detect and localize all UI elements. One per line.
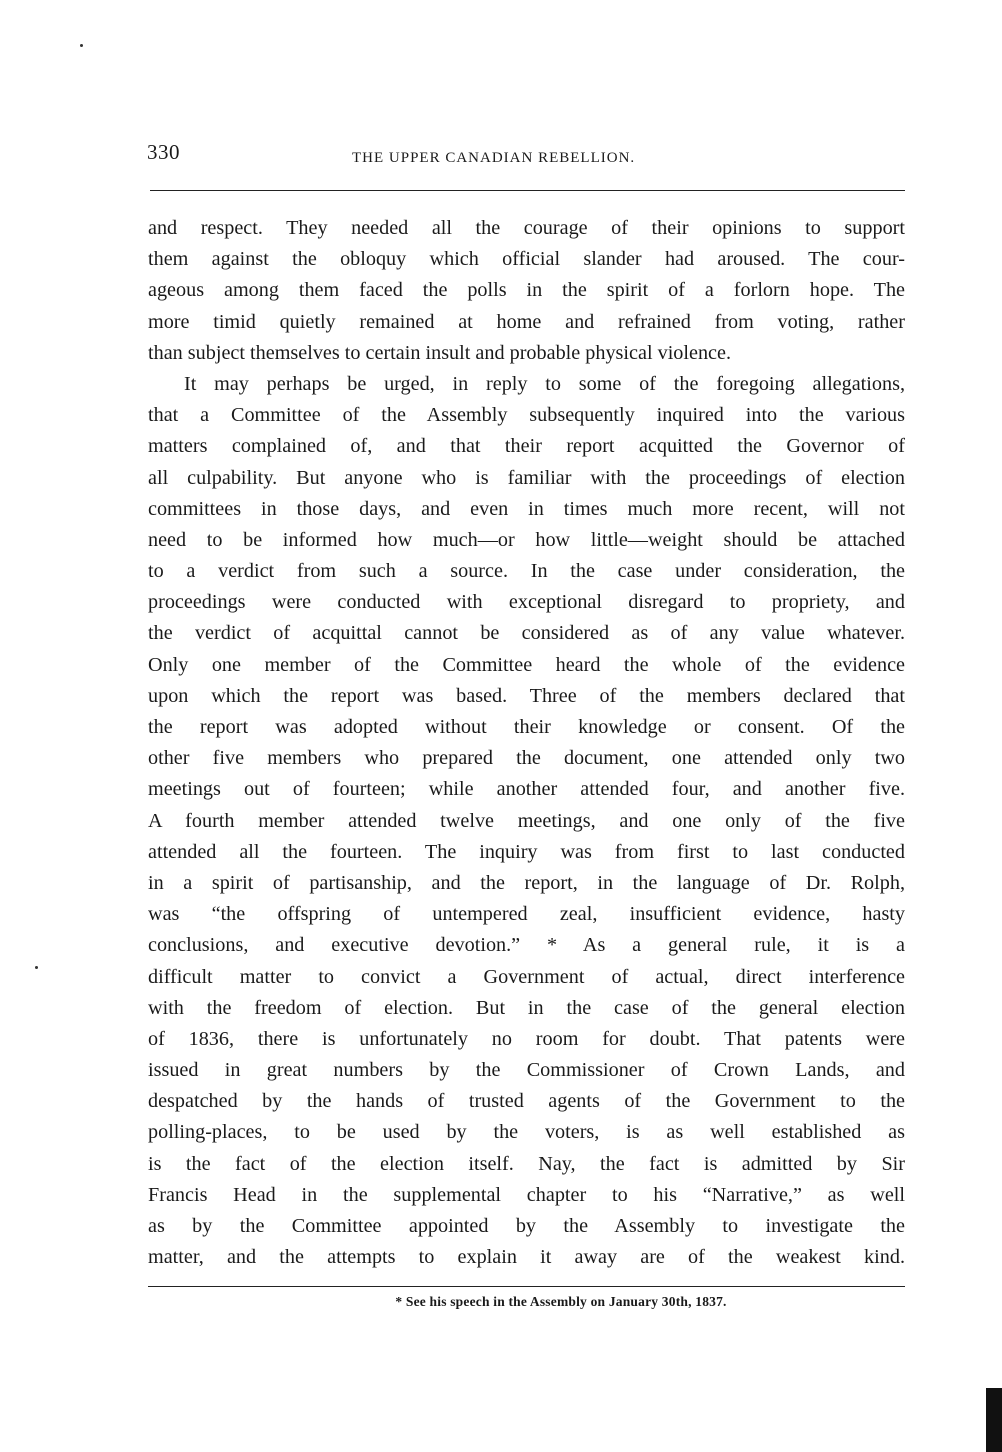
text-line: proceedings were conducted with exceptional disregard to propriety, and xyxy=(148,591,905,614)
text-line: with the freedom of election. But in the case of the general election xyxy=(148,996,905,1019)
text-line: and respect. They needed all the courage of their opinions to support xyxy=(148,217,905,239)
text-line: in a spirit of partisanship, and the report, in the language of Dr. Rolph, xyxy=(148,871,905,894)
text-line: Francis Head in the supplemental chapter to his “Narrative,” as well xyxy=(148,1183,905,1206)
text-line: the verdict of acquittal cannot be considered as of any value whatever. xyxy=(148,622,905,645)
text-line: of 1836, there is unfortunately no room for doubt. That patents were xyxy=(148,1027,905,1050)
text-line: matters complained of, and that their report acquitted the Governor of xyxy=(148,435,905,458)
text-line: difficult matter to convict a Government of actual, direct interference xyxy=(148,965,905,988)
text-line: A fourth member attended twelve meetings, and one only of the five xyxy=(148,809,905,832)
text-line: as by the Committee appointed by the Assembly to investigate the xyxy=(148,1215,905,1237)
text-line: meetings out of fourteen; while another attended four, and another five. xyxy=(148,778,905,801)
footnote xyxy=(0,1294,1002,1310)
text-line: the report was adopted without their knowledge or consent. Of the xyxy=(148,716,905,738)
page-header xyxy=(147,140,907,180)
text-line: other five members who prepared the document, one attended only two xyxy=(148,747,905,770)
text-line: Only one member of the Committee heard the whole of the evidence xyxy=(148,653,905,676)
body-text xyxy=(148,213,905,1273)
text-line: that a Committee of the Assembly subsequently inquired into the various xyxy=(148,404,905,427)
text-line: need to be informed how much—or how little—weight should be attached xyxy=(148,528,905,551)
scan-speck xyxy=(80,44,83,47)
text-line: It may perhaps be urged, in reply to some of the foregoing allegations, xyxy=(184,372,905,395)
footnote-text: * See his speech in the Assembly on January 30th, 1837. xyxy=(395,1294,727,1309)
text-line: is the fact of the election itself. Nay, the fact is admitted by Sir xyxy=(148,1152,905,1175)
text-line: polling-places, to be used by the voters, is as well established as xyxy=(148,1121,905,1144)
text-line: to a verdict from such a source. In the case under consideration, the xyxy=(148,560,905,583)
text-line: was “the offspring of untempered zeal, insufficient evidence, hasty xyxy=(148,903,905,926)
text-line: issued in great numbers by the Commissioner of Crown Lands, and xyxy=(148,1059,905,1082)
text-line: despatched by the hands of trusted agents of the Government to the xyxy=(148,1090,905,1113)
text-line: attended all the fourteen. The inquiry was from first to last conducted xyxy=(148,840,905,863)
text-line: conclusions, and executive devotion.” * As a general rule, it is a xyxy=(148,934,905,957)
header-rule xyxy=(150,190,905,191)
text-line: more timid quietly remained at home and refrained from voting, rather xyxy=(148,310,905,333)
text-line: than subject themselves to certain insult and probable physical violence. xyxy=(148,341,732,364)
running-head: THE UPPER CANADIAN REBELLION. xyxy=(352,150,636,166)
text-line: committees in those days, and even in times much more recent, will not xyxy=(148,497,905,520)
text-line: upon which the report was based. Three of the members declared that xyxy=(148,684,905,707)
footnote-rule xyxy=(148,1286,905,1287)
scan-edge-mark xyxy=(986,1388,1002,1452)
text-line: matter, and the attempts to explain it away are of the weakest kind. xyxy=(148,1246,905,1269)
scan-speck xyxy=(35,966,38,969)
text-line: them against the obloquy which official slander had aroused. The cour- xyxy=(148,248,905,271)
text-line: ageous among them faced the polls in the spirit of a forlorn hope. The xyxy=(148,279,905,302)
page-number: 330 xyxy=(147,140,180,164)
text-line: all culpability. But anyone who is familiar with the proceedings of election xyxy=(148,466,905,489)
